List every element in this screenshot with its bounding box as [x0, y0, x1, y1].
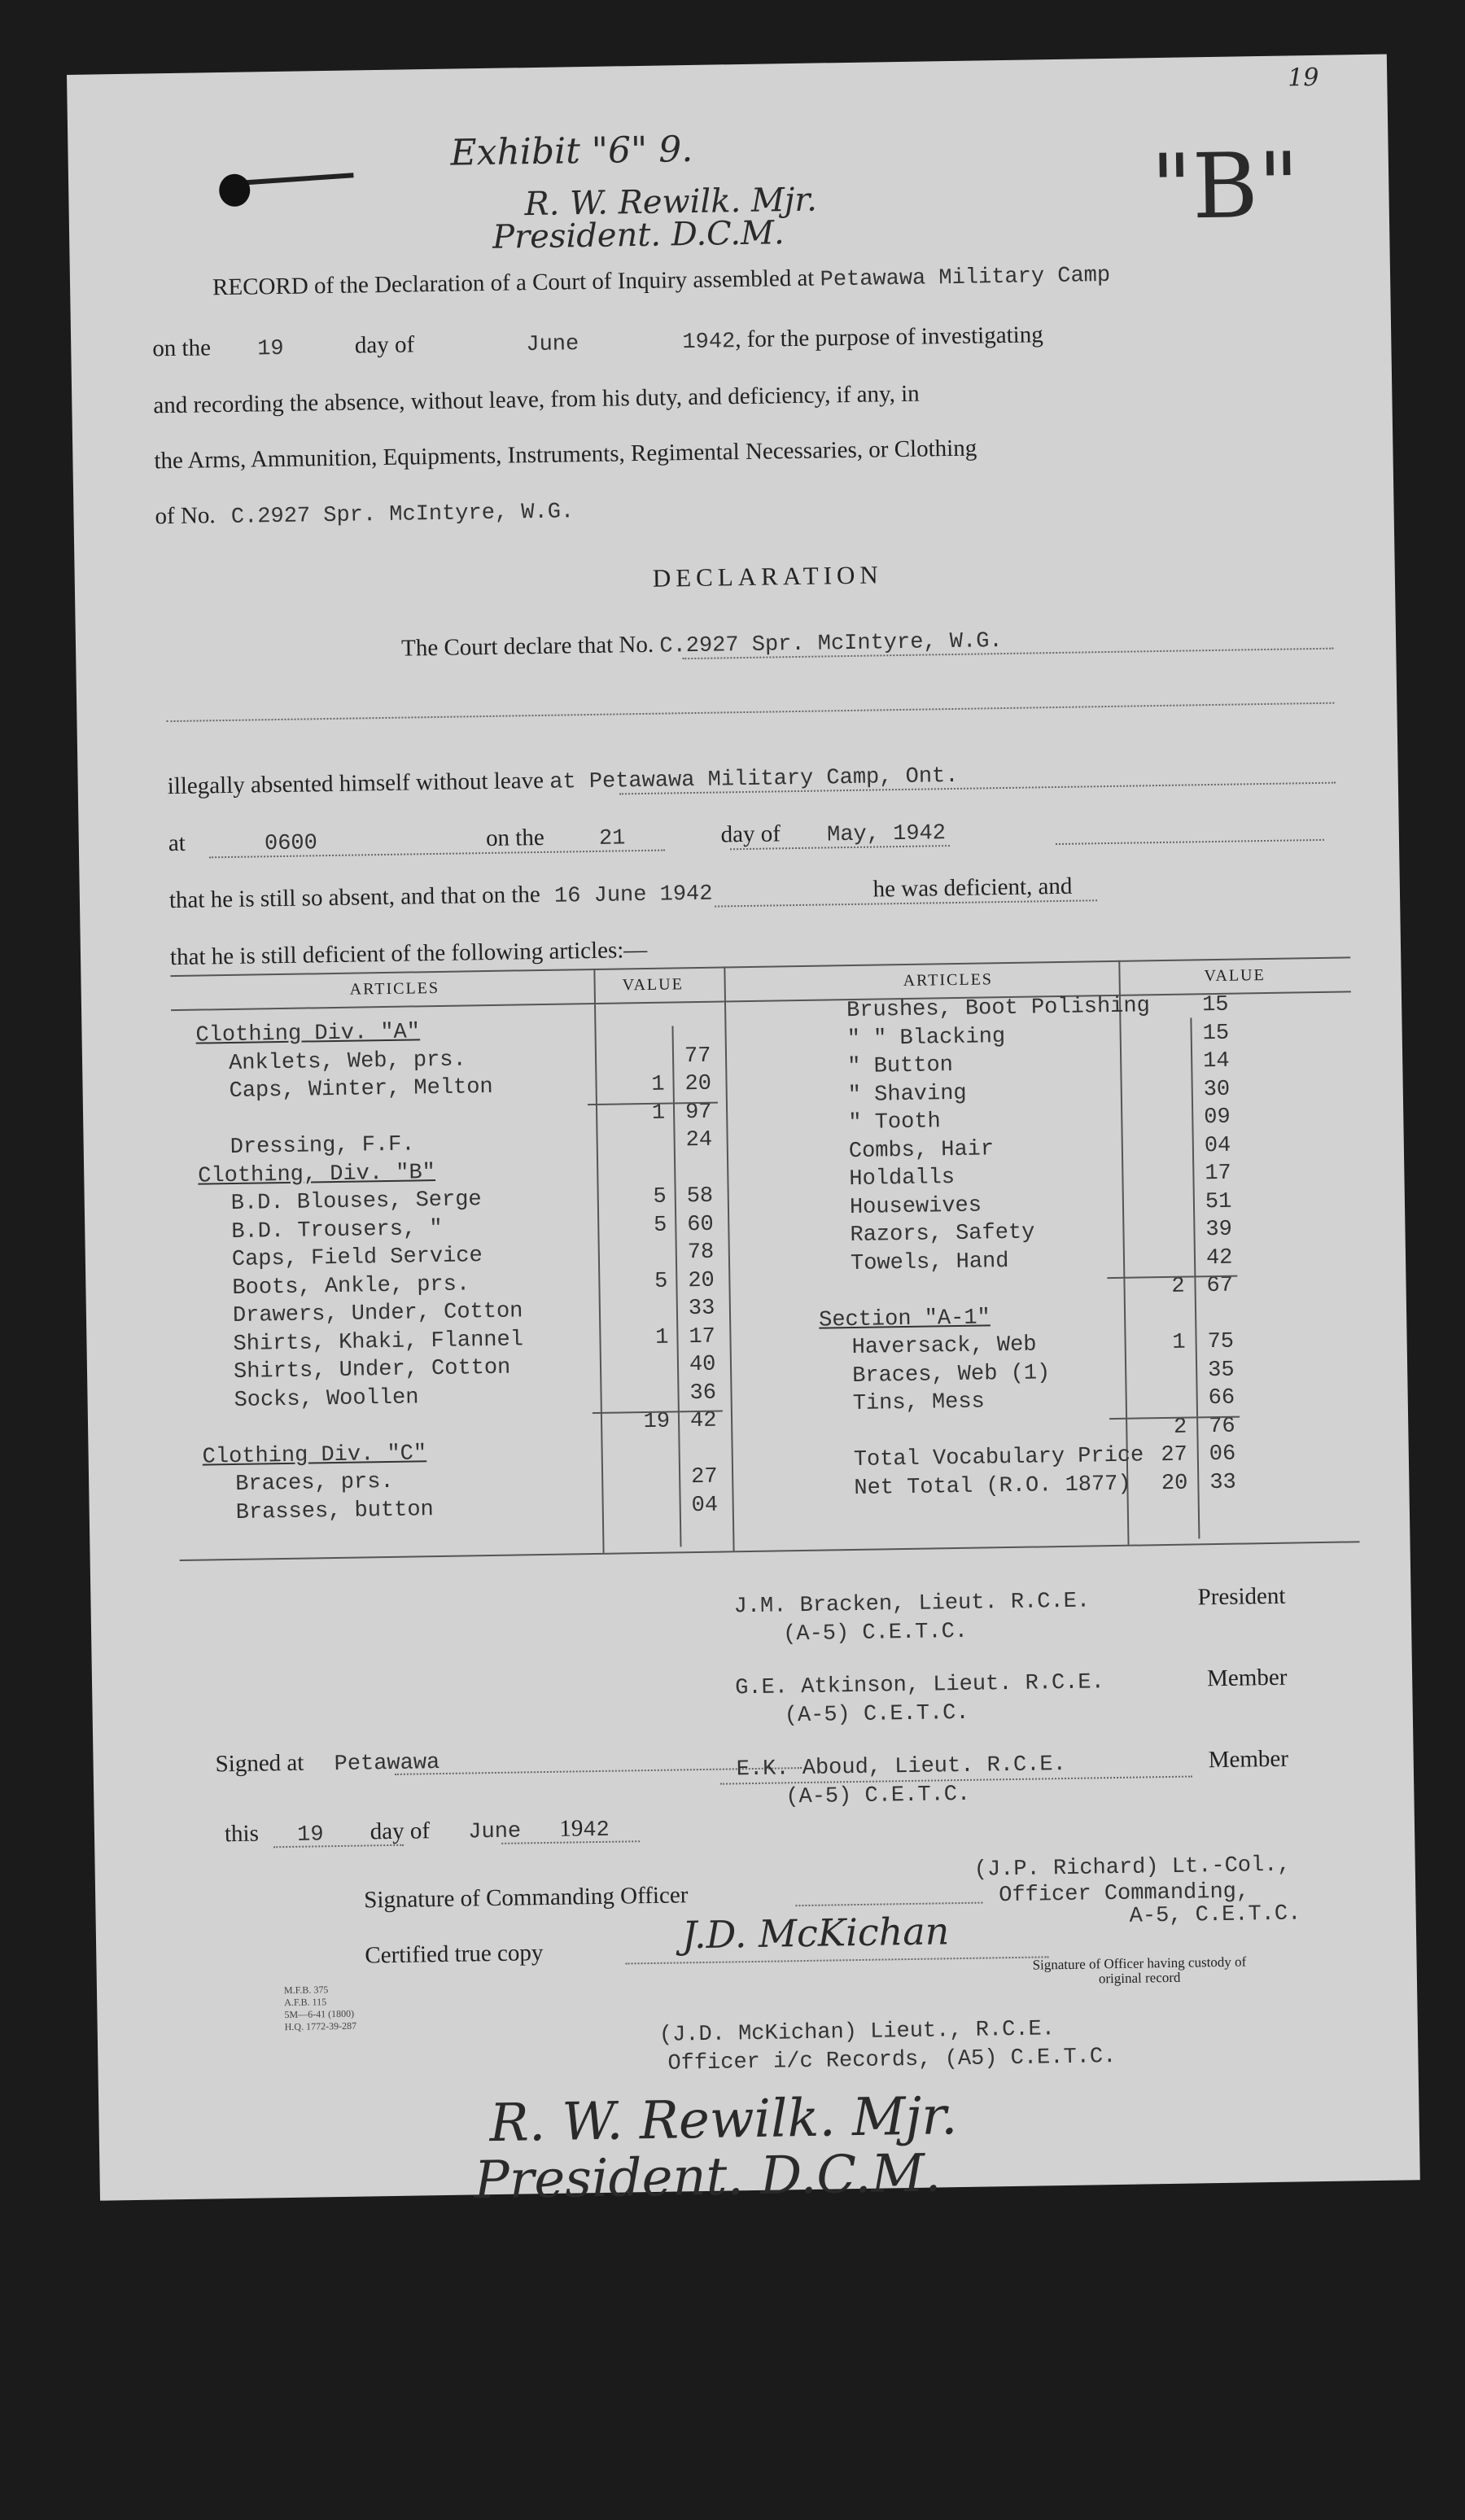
value-dollars: 27: [1161, 1442, 1188, 1468]
exhibit-note: Exhibit "6" 9.: [450, 128, 693, 174]
certifier-signature: J.D. McKichan: [681, 1909, 950, 1958]
form-ref-1: A.F.B. 115: [284, 1996, 327, 2009]
custody-note: [1032, 1955, 1246, 1988]
value-dollars: 2: [1173, 1415, 1187, 1440]
table-col-divider-cents-left: [671, 1026, 681, 1547]
article-name: Caps, Field Service: [231, 1244, 483, 1272]
value-dollars: [619, 1044, 664, 1045]
article-name: Drawers, Under, Cotton: [232, 1299, 523, 1328]
table-header-line-left: [171, 1000, 814, 1011]
value-dollars: [1140, 1302, 1185, 1303]
col-header-articles-left: ARTICLES: [349, 978, 440, 999]
record-soldier: C.2927 Spr. McIntyre, W.G.: [230, 500, 575, 530]
article-name: Socks, Woollen: [234, 1385, 419, 1413]
section-heading: Clothing Div. "C": [202, 1441, 427, 1470]
declaration-heading: DECLARATION: [652, 560, 884, 593]
value-dollars: [623, 1297, 668, 1298]
article-name: Brushes, Boot Polishing: [846, 994, 1151, 1024]
certified-label: Certified true copy: [365, 1940, 544, 1969]
value-dollars: 1: [1172, 1330, 1186, 1355]
value-cents: 67: [1206, 1273, 1234, 1299]
table-col-divider-1: [593, 969, 604, 1553]
signed-place: Petawawa: [334, 1751, 440, 1778]
value-dollars: [620, 1129, 665, 1130]
form-ref-3: H.Q. 1772-39-287: [284, 2019, 357, 2033]
value-cents: 66: [1208, 1385, 1235, 1411]
article-name: Total Vocabulary Price: [853, 1443, 1144, 1473]
value-cents: 17: [1205, 1161, 1232, 1187]
record-line-2: [152, 322, 1043, 363]
article-name: B.D. Blouses, Serge: [230, 1188, 482, 1216]
value-dollars: 19: [643, 1409, 671, 1435]
section-heading: Clothing Div. "A": [195, 1020, 421, 1048]
value-dollars: [1136, 1050, 1181, 1051]
top-signature-name: R. W. Rewilk. Mjr.: [524, 181, 818, 224]
article-name: Shirts, Under, Cotton: [233, 1355, 511, 1385]
table-col-divider-cents-right: [1190, 1017, 1200, 1538]
table-bottom-line: [180, 1541, 1360, 1561]
dots-certified: [626, 1956, 1049, 1964]
record-line-2-rest: , for the purpose of investigating: [734, 322, 1043, 353]
value-cents: 77: [684, 1043, 711, 1069]
value-dollars: [1137, 1106, 1182, 1107]
following-articles: that he is still deficient of the following articles:—: [169, 936, 648, 971]
value-cents: 35: [1207, 1358, 1235, 1383]
dots-co: [795, 1902, 982, 1907]
value-cents: 33: [688, 1296, 715, 1322]
member2-unit: (A-5) C.E.T.C.: [785, 1782, 971, 1810]
form-ref-2: 5M—6-41 (1800): [284, 2007, 355, 2021]
value-dollars: 1: [651, 1072, 665, 1097]
record-line-3: and recording the absence, without leave, from his duty, and deficiency, if any, in: [153, 380, 920, 419]
col-header-value-left: VALUE: [622, 975, 684, 995]
member1-unit: (A-5) C.E.T.C.: [784, 1700, 969, 1729]
document-page: [67, 55, 1420, 2212]
form-references: [284, 1984, 356, 2033]
article-name: " Tooth: [848, 1109, 941, 1136]
article-name: Housewives: [849, 1193, 982, 1220]
signed-day-of-label: day of: [370, 1818, 431, 1845]
record-line-1-text: RECORD of the Declaration of a Court of Inquiry assembled at: [212, 265, 815, 301]
on-the-label: on the: [152, 335, 212, 362]
declaration-soldier: C.2927 Spr. McIntyre, W.G.: [659, 629, 1003, 659]
was-deficient-label: he was deficient, and: [872, 873, 1073, 903]
value-dollars: [1138, 1162, 1183, 1163]
value-cents: 36: [689, 1380, 717, 1406]
value-cents: 17: [689, 1324, 716, 1350]
value-dollars: 1: [655, 1325, 669, 1350]
absent-line: [167, 761, 958, 801]
value-cents: 60: [687, 1212, 714, 1237]
absent-month-year: May, 1942: [826, 821, 947, 848]
member2-role: Member: [1208, 1745, 1289, 1774]
value-dollars: [1141, 1358, 1186, 1359]
value-dollars: 2: [1171, 1274, 1185, 1299]
record-day: 19: [257, 336, 284, 362]
value-cents: 09: [1204, 1105, 1231, 1131]
value-dollars: [1138, 1134, 1183, 1135]
signed-year-prefix: 19: [559, 1815, 584, 1842]
record-line-4: the Arms, Ammunition, Equipments, Instruments, Regimental Necessaries, or Clothing: [154, 435, 977, 475]
this-label: this: [224, 1820, 260, 1848]
article-name: " " Blacking: [846, 1024, 1006, 1052]
signed-day: 19: [296, 1822, 324, 1848]
signed-year-suffix: 42: [583, 1818, 610, 1844]
value-dollars: [1141, 1387, 1186, 1388]
value-cents: 51: [1205, 1189, 1232, 1214]
value-cents: 78: [687, 1240, 715, 1266]
article-name: Braces, Web (1): [851, 1360, 1051, 1389]
article-name: Razors, Safety: [850, 1220, 1035, 1249]
custody-note-line-1: Signature of Officer having custody of: [1032, 1953, 1247, 1973]
value-dollars: 5: [654, 1269, 668, 1294]
value-cents: 97: [684, 1100, 712, 1125]
record-line-1: [212, 260, 1110, 302]
top-signature: [492, 181, 818, 256]
value-cents: 42: [689, 1408, 717, 1434]
top-signature-title: President. D.C.M.: [492, 214, 785, 256]
article-name: " Button: [847, 1053, 954, 1080]
value-cents: 39: [1205, 1217, 1233, 1243]
absent-label: illegally absented himself without leave: [167, 767, 544, 800]
day-of-label-2: day of: [720, 820, 781, 848]
on-the-label-2: on the: [485, 824, 544, 852]
record-place: Petawawa Military Camp: [820, 263, 1111, 293]
article-name: Caps, Winter, Melton: [229, 1074, 493, 1105]
co-name: (J.P. Richard) Lt.-Col.,: [973, 1853, 1291, 1883]
president-unit: (A-5) C.E.T.C.: [782, 1619, 969, 1647]
president-name: J.M. Bracken, Lieut. R.C.E.: [733, 1589, 1091, 1620]
absent-place: at Petawawa Military Camp, Ont.: [549, 763, 959, 795]
value-cents: 33: [1209, 1470, 1236, 1495]
co-unit: A-5, C.E.T.C.: [1129, 1901, 1301, 1929]
article-name: B.D. Trousers, ": [231, 1216, 443, 1245]
absent-day: 21: [598, 826, 626, 851]
value-dollars: 20: [1161, 1471, 1188, 1496]
article-name: Shirts, Khaki, Flannel: [233, 1327, 524, 1357]
article-name: Braces, prs.: [234, 1469, 394, 1497]
value-cents: 15: [1202, 1021, 1230, 1046]
certifier-title: Officer i/c Records, (A5) C.E.T.C.: [667, 2045, 1117, 2076]
value-cents: 24: [685, 1127, 713, 1153]
table-col-divider-2: [724, 966, 734, 1551]
value-dollars: [625, 1437, 670, 1438]
section-letter: "B": [1150, 133, 1301, 240]
bottom-signature-title: President. D.C.M.: [474, 2143, 942, 2212]
president-role: President: [1197, 1582, 1286, 1611]
value-dollars: [1139, 1218, 1183, 1219]
value-cents: 20: [688, 1268, 715, 1293]
absent-time: 0600: [264, 831, 318, 857]
day-of-label: day of: [354, 331, 415, 359]
bottom-signature: [474, 2086, 959, 2212]
article-name: Brasses, button: [235, 1497, 435, 1525]
article-name: Haversack, Web: [851, 1332, 1037, 1361]
value-dollars: 5: [653, 1184, 667, 1210]
deficient-line: [169, 873, 1073, 915]
article-name: Net Total (R.O. 1877): [854, 1472, 1131, 1501]
article-name: Combs, Hair: [848, 1136, 995, 1164]
article-name: Towels, Hand: [850, 1249, 1009, 1276]
member1-role: Member: [1206, 1664, 1288, 1692]
col-header-articles-right: ARTICLES: [903, 970, 994, 990]
still-absent-label: that he is still so absent, and that on the: [168, 881, 541, 914]
co-title: Officer Commanding,: [999, 1879, 1250, 1909]
dots-blank: [166, 702, 1334, 723]
value-cents: 27: [690, 1464, 718, 1490]
value-dollars: 5: [653, 1213, 667, 1238]
article-name: Holdalls: [849, 1166, 956, 1192]
value-dollars: [626, 1466, 671, 1467]
member1-name: G.E. Atkinson, Lieut. R.C.E.: [735, 1670, 1105, 1701]
dots-month: [1056, 839, 1324, 845]
custody-note-line-2: original record: [1098, 1969, 1181, 1987]
value-cents: 30: [1203, 1077, 1231, 1102]
col-header-value-right: VALUE: [1204, 966, 1266, 986]
value-cents: 75: [1207, 1329, 1235, 1355]
signed-date-line: [225, 1815, 610, 1848]
value-cents: 42: [1205, 1245, 1233, 1271]
ink-dot: [219, 173, 251, 207]
value-cents: 04: [1204, 1133, 1231, 1158]
member2-name: E.K. Aboud, Lieut. R.C.E.: [736, 1752, 1067, 1783]
value-cents: 04: [691, 1493, 719, 1518]
page-number: 19: [1287, 63, 1319, 93]
record-line-5: [155, 497, 574, 531]
article-name: Dressing, F.F.: [230, 1132, 415, 1161]
record-month: June: [526, 332, 579, 358]
value-dollars: [1139, 1190, 1183, 1191]
deficient-date: 16 June 1942: [553, 882, 713, 909]
value-dollars: [623, 1241, 667, 1242]
value-cents: 15: [1201, 992, 1229, 1018]
of-no-label: of No.: [155, 502, 216, 530]
court-declare-label: The Court declare that No.: [400, 631, 654, 662]
certifier-name: (J.D. McKichan) Lieut., R.C.E.: [658, 2017, 1056, 2048]
signed-at-label: Signed at: [215, 1749, 304, 1778]
section-heading: Section "A-1": [818, 1305, 991, 1333]
value-dollars: [1139, 1246, 1184, 1247]
signed-month: June: [468, 1819, 522, 1845]
value-dollars: [624, 1381, 669, 1382]
value-cents: 14: [1202, 1048, 1230, 1074]
value-cents: 20: [684, 1071, 712, 1097]
article-name: " Shaving: [847, 1081, 967, 1108]
article-name: Tins, Mess: [852, 1389, 986, 1417]
value-cents: 76: [1209, 1414, 1235, 1439]
value-dollars: 1: [651, 1100, 666, 1126]
bottom-signature-name: R. W. Rewilk. Mjr.: [489, 2086, 958, 2155]
value-cents: 58: [686, 1183, 714, 1210]
at-label: at: [168, 829, 186, 857]
commanding-officer-label: Signature of Commanding Officer: [364, 1882, 689, 1914]
value-cents: 06: [1209, 1442, 1236, 1468]
form-ref-0: M.F.B. 375: [283, 1984, 329, 1997]
record-year: 1942: [682, 330, 736, 356]
value-cents: 40: [689, 1352, 716, 1378]
section-heading: Clothing, Div. "B": [198, 1160, 436, 1189]
article-name: Boots, Ankle, prs.: [232, 1271, 470, 1301]
article-name: Anklets, Web, prs.: [228, 1047, 466, 1076]
